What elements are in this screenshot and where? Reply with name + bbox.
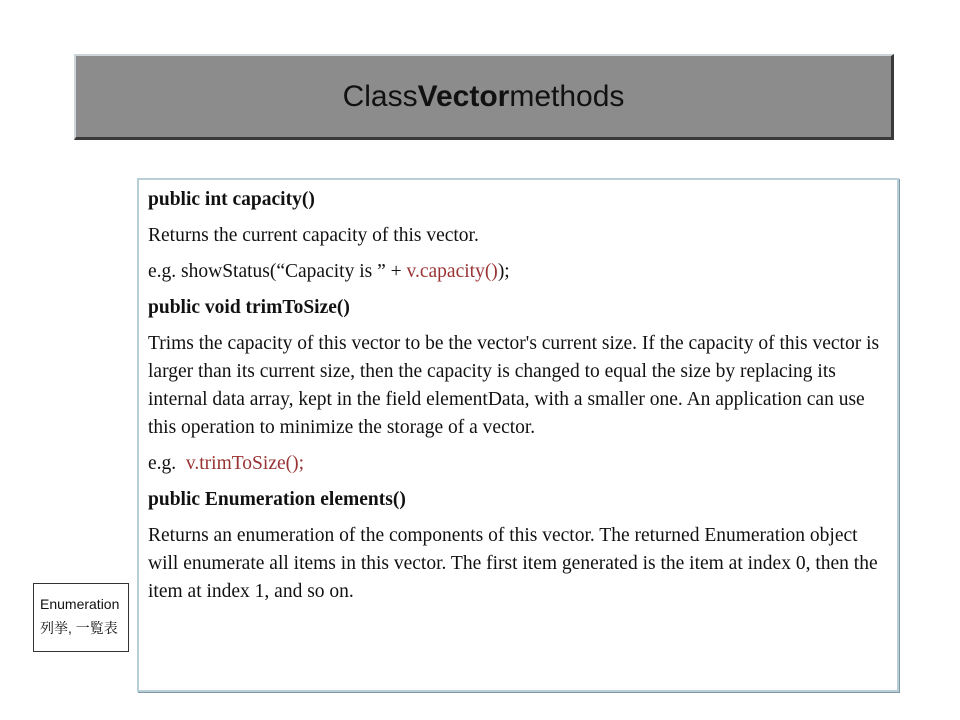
capacity-signature: public int capacity() (148, 189, 315, 210)
trim-example-prefix: e.g. (148, 453, 186, 474)
elements-signature: public Enumeration elements() (148, 489, 406, 510)
note-line-1: Enumeration (40, 596, 120, 612)
enumeration-note (33, 583, 129, 652)
elements-description: Returns an enumeration of the components of this vector. The returned Enumeration object will enumerate all items in this vector. The first item generated is the item at index 0, then the item at index 1, and so on. (148, 525, 878, 602)
capacity-description: Returns the current capacity of this vector. (148, 225, 479, 246)
title-suffix: methods (509, 79, 625, 113)
trim-example (148, 450, 889, 478)
title-prefix: Class (342, 79, 418, 113)
capacity-example-suffix: ); (497, 261, 510, 282)
capacity-example-code: v.capacity() (406, 261, 498, 282)
trim-signature: public void trimToSize() (148, 297, 350, 318)
slide-title (74, 54, 894, 140)
title-bold: Vector (417, 79, 510, 113)
trim-description: Trims the capacity of this vector to be the vector's current size. If the capacity of this vector is larger than its current size, then the capacity is changed to equal the size by replacing its internal data array, kept in the field elementData, with a smaller one. An application can use this operation to minimize the storage of a vector. (148, 333, 880, 438)
note-line-2: 列挙, 一覧表 (40, 620, 118, 636)
capacity-example (148, 258, 889, 286)
content-box (137, 178, 899, 692)
capacity-example-prefix: e.g. showStatus(“Capacity is ” + (148, 261, 407, 282)
trim-example-code: v.trimToSize(); (185, 453, 305, 474)
